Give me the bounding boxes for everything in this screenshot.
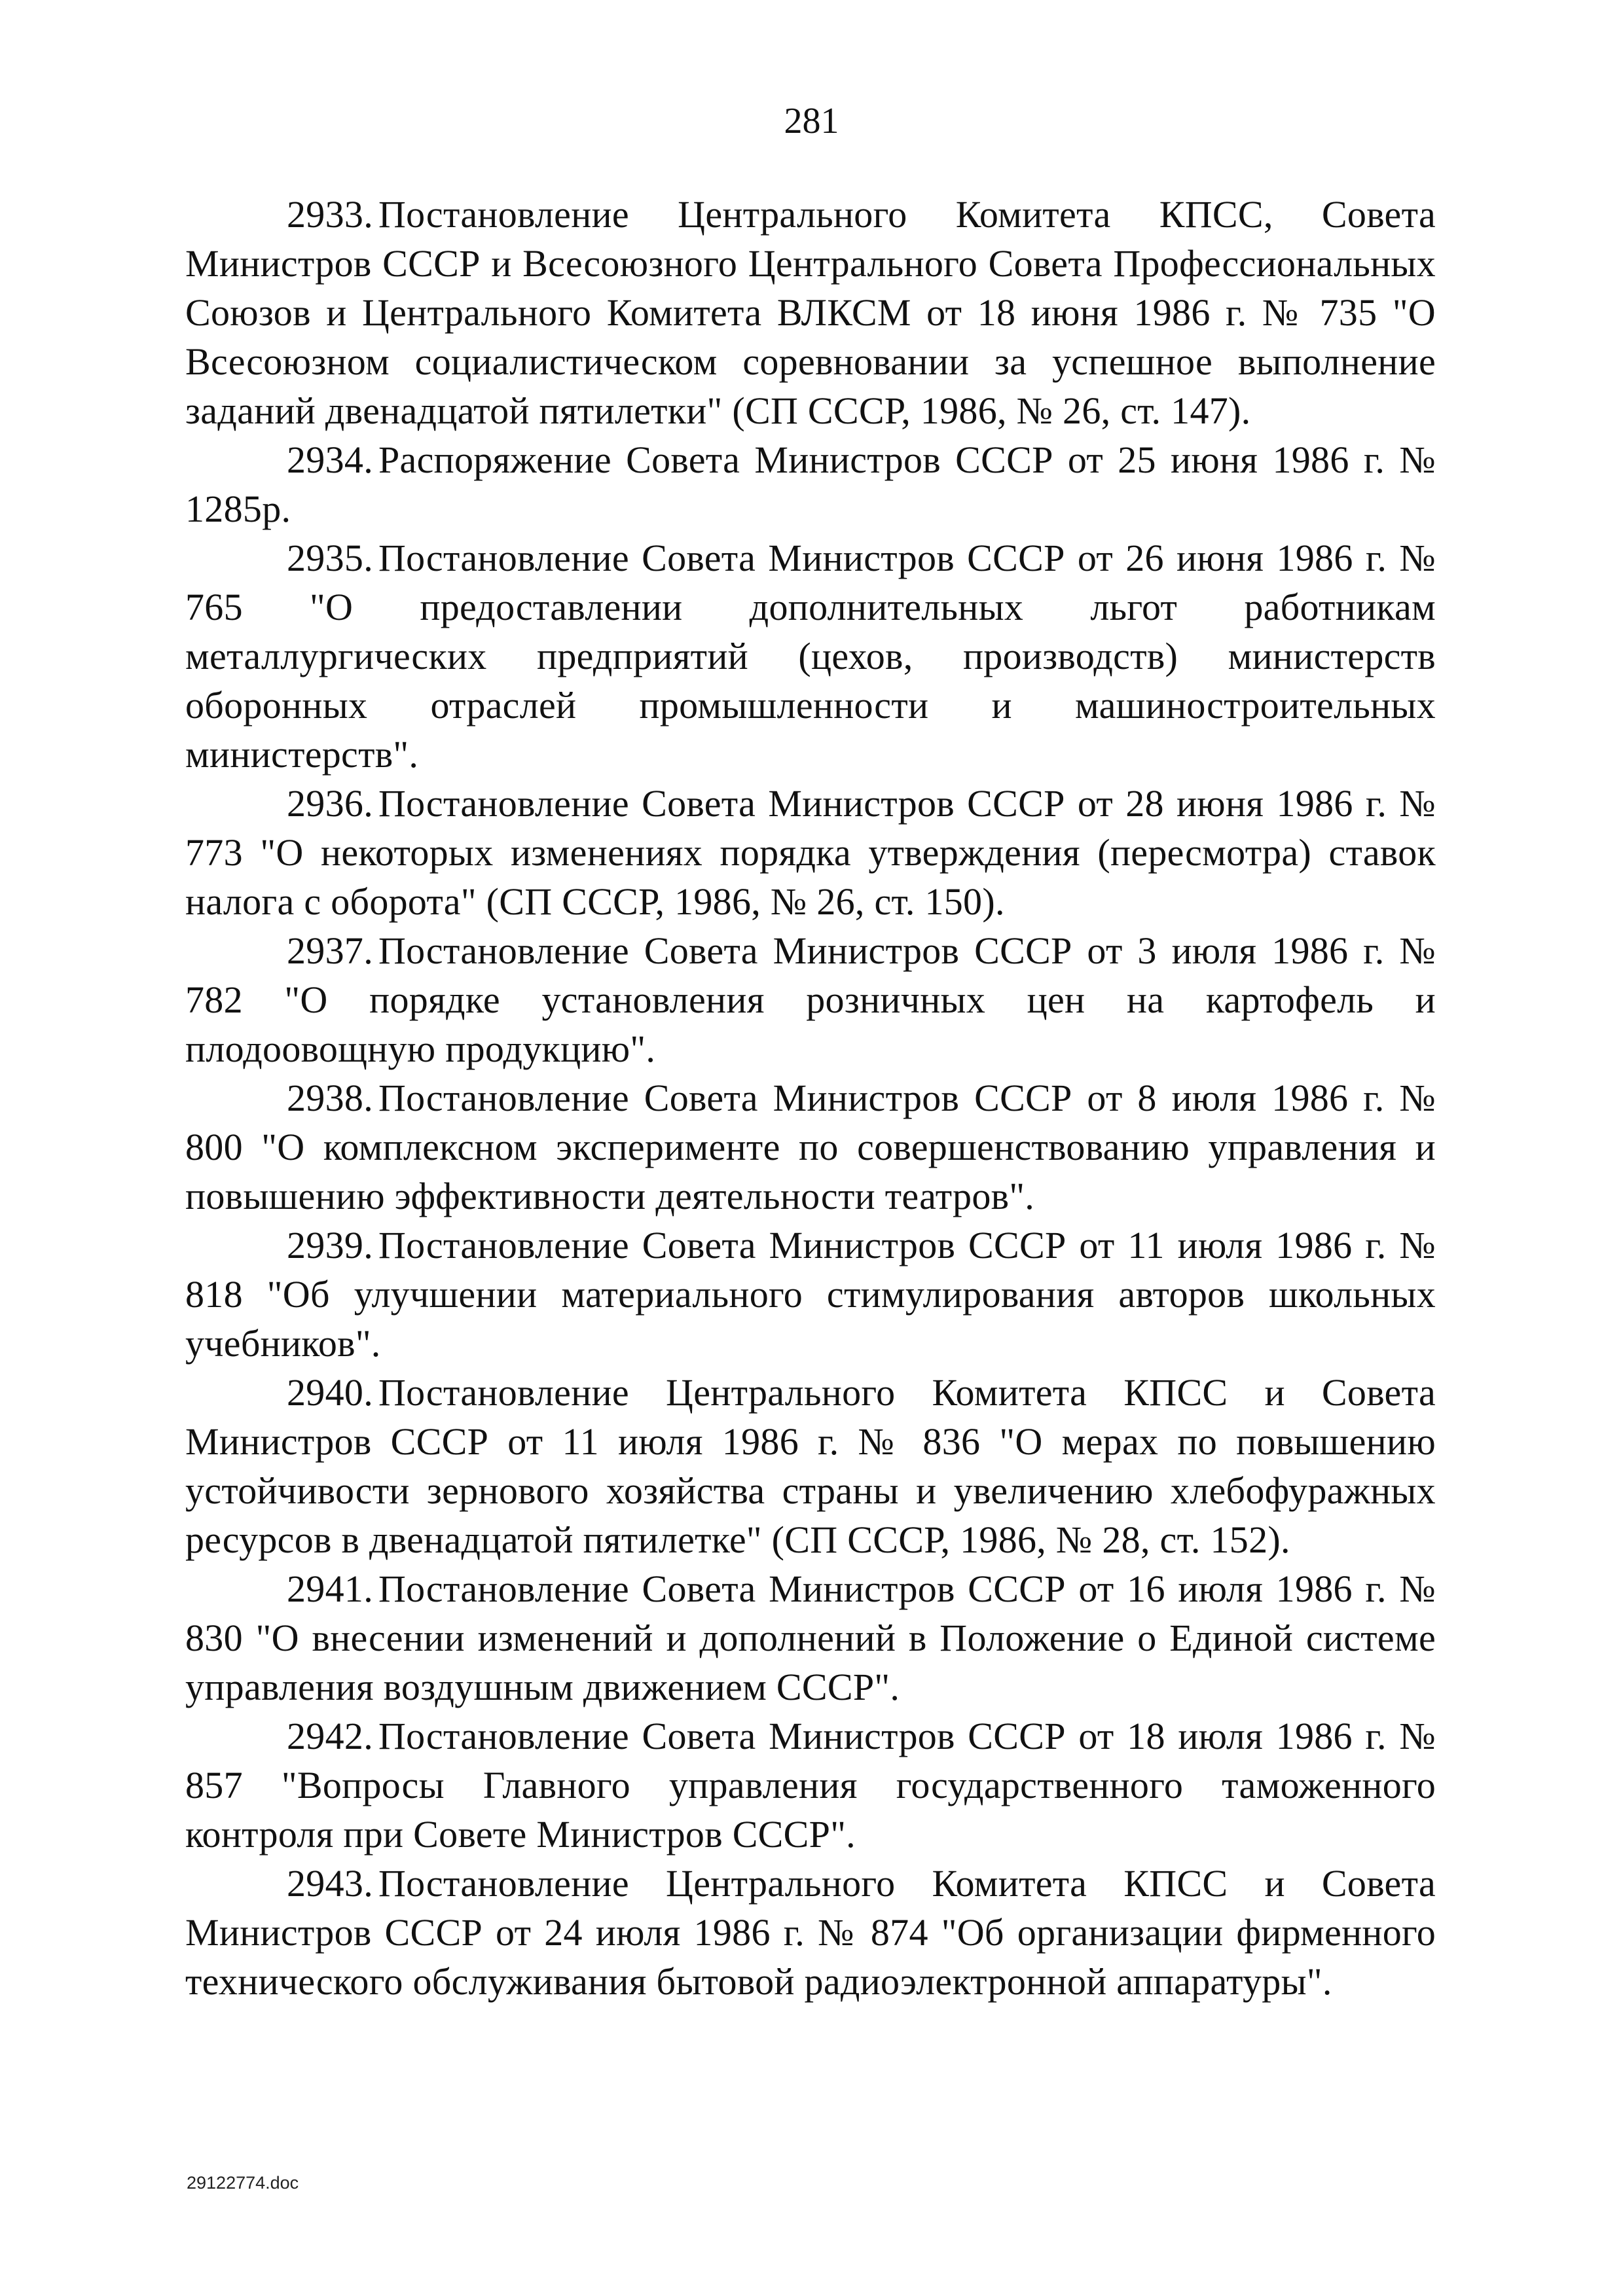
document-entry: [185, 1564, 1436, 1712]
footer-filename: 29122774.doc: [187, 2173, 299, 2193]
document-entry: [185, 1712, 1436, 1859]
document-entry: [185, 926, 1436, 1073]
entry-text: Постановление Совета Министров СССР от 8 июля 1986 г. № 800 "О комплексном эксперименте по совершенствованию управления и повышению эффективности деятельности театров".: [185, 1077, 1436, 1217]
document-entry: [185, 1221, 1436, 1368]
entry-text: Постановление Совета Министров СССР от 28 июня 1986 г. № 773 "О некоторых изменениях порядка утверждения (пересмотра) ставок налога с оборота" (СП СССР, 1986, № 26, ст. 150).: [185, 782, 1436, 923]
entry-number: 2937.: [287, 929, 373, 972]
entry-number: 2938.: [287, 1077, 373, 1119]
entry-text: Постановление Центрального Комитета КПСС, Совета Министров СССР и Всесоюзного Центрального Совета Профессиональных Союзов и Центрального Комитета ВЛКСМ от 18 июня 1986 г. № 735 "О Всесоюзном социалистическом соревновании за успешное выполнение заданий двенадцатой пятилетки" (СП СССР, 1986, № 26, ст. 147).: [185, 193, 1436, 432]
entry-text: Постановление Совета Министров СССР от 3 июля 1986 г. № 782 "О порядке установления розничных цен на картофель и плодоовощную продукцию".: [185, 929, 1436, 1070]
document-entry: [185, 779, 1436, 926]
page-number: 281: [784, 101, 839, 141]
entry-text: Постановление Совета Министров СССР от 18 июля 1986 г. № 857 "Вопросы Главного управления государственного таможенного контроля при Совете Министров СССР".: [185, 1715, 1436, 1856]
document-entry: [185, 1859, 1436, 2006]
entry-number: 2943.: [287, 1862, 373, 1905]
entry-number: 2934.: [287, 439, 373, 481]
document-entry: [185, 1368, 1436, 1564]
document-entry: [185, 190, 1436, 435]
entry-number: 2935.: [287, 537, 373, 579]
entry-text: Постановление Совета Министров СССР от 16 июля 1986 г. № 830 "О внесении изменений и дополнений в Положение о Единой системе управления воздушным движением СССР".: [185, 1568, 1436, 1708]
entry-number: 2933.: [287, 193, 373, 236]
entry-number: 2939.: [287, 1224, 373, 1266]
entry-text: Распоряжение Совета Министров СССР от 25 июня 1986 г. № 1285р.: [185, 439, 1436, 530]
document-entry: [185, 435, 1436, 533]
entry-text: Постановление Совета Министров СССР от 26 июня 1986 г. № 765 "О предоставлении дополнительных льгот работникам металлургических предприятий (цехов, производств) министерств оборонных отраслей промышленности и машиностроительных министерств".: [185, 537, 1436, 776]
entry-number: 2940.: [287, 1371, 373, 1414]
document-body: [185, 190, 1436, 2006]
entry-text: Постановление Центрального Комитета КПСС и Совета Министров СССР от 11 июля 1986 г. № 836 "О мерах по повышению устойчивости зернового хозяйства страны и увеличению хлебофуражных ресурсов в двенадцатой пятилетке" (СП СССР, 1986, № 28, ст. 152).: [185, 1371, 1436, 1561]
entry-text: Постановление Совета Министров СССР от 11 июля 1986 г. № 818 "Об улучшении материального стимулирования авторов школьных учебников".: [185, 1224, 1436, 1365]
entry-number: 2941.: [287, 1568, 373, 1610]
entry-text: Постановление Центрального Комитета КПСС и Совета Министров СССР от 24 июля 1986 г. № 874 "Об организации фирменного технического обслуживания бытовой радиоэлектронной аппаратуры".: [185, 1862, 1436, 2003]
document-entry: [185, 1073, 1436, 1221]
entry-number: 2936.: [287, 782, 373, 825]
document-entry: [185, 533, 1436, 779]
entry-number: 2942.: [287, 1715, 373, 1757]
